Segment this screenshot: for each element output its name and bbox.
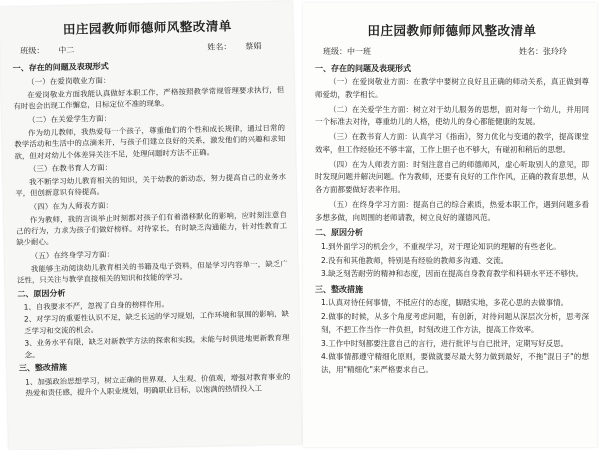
measure-item-2: 2.做事的时候，从多个角度考虑问题，有创新，对待问题从深层次分析，思考深刻，不把工作当作一件负担，时刻改进工作方法，提高工作效率。 bbox=[321, 312, 589, 334]
paragraph-lifelong-learning: （五）在终身学习方面：提高自己的综合素质，热爱本职工作，遇到问题多看多想多做，向周围的老师请教，树立良好的谨德风范。 bbox=[315, 199, 589, 222]
paragraph-lifelong-learning: 我能够主动阅读幼儿教育相关的书籍及电子资料，但是学习内容单一，缺乏广泛性，只关注与教学直接相关的知识和技能的学习。 bbox=[17, 258, 288, 285]
measure-item-1: 1、加强政治思想学习，树立正确的世界观、人生观、价值观，增强对教育事业的热爱和责任感，提升个人职业规划，明确职业目标，以饱满的热情投入工 bbox=[25, 371, 291, 398]
paragraph-role-model: （四）在为人师表方面：时刻注意自己的师德师风，虚心听取别人的意见，即时发现问题并解决问题。作为教师，还要有良好的工作作风，正确的教育思想，从各方面都要做好表率作用。 bbox=[315, 159, 589, 195]
paragraph-dedication: 在爱岗敬业方面我能认真做好本职工作，严格按照教学常规管理要求执行，但有时也会出现工作懈怠，目标定位不准的现象。 bbox=[13, 85, 285, 112]
class-value: 中一班 bbox=[347, 47, 371, 57]
name-value: 张玲玲 bbox=[543, 47, 567, 57]
right-rectification-sheet bbox=[303, 3, 597, 447]
paragraph-role-model: 作为教师，我的言谈举止时刻都对孩子们有着潜移默化的影响，应时刻注意自己的行为，力求为孩子们做好榜样。对待家长，有时缺乏沟通能力，针对性教育工缺少耐心。 bbox=[15, 209, 288, 248]
section-heading-problems: 一、存在的问题及表现形式 bbox=[315, 63, 411, 73]
class-label: 班级： bbox=[323, 47, 347, 57]
cause-item-2: 2、对学习的重要性认识不足，缺乏长远的学习规划，工作环境和氛围的影响，缺乏学习和交流的机会。 bbox=[23, 309, 289, 336]
subheading-role-model: （四）在为人师表方面： bbox=[29, 200, 114, 212]
cause-item-2: 2.没有和其他教师，特别是有经验的教师多沟通、交流。 bbox=[321, 255, 509, 265]
measure-item-3: 3.工作中时刻都要注意自己的言行，进行批评与自已批评，定期写好反思。 bbox=[321, 338, 569, 348]
paragraph-teaching: （三）在教书育人方面：认真学习《指南》，努力优化与变通的教学，提高课堂效率，但工作经验还不够丰富，工作上胆子也不够大，有碰初和稍后的思想。 bbox=[315, 132, 589, 154]
subheading-teaching: （三）在教书育人方面： bbox=[28, 162, 113, 174]
section-heading-measures: 三、整改措施 bbox=[315, 285, 363, 295]
cause-item-3: 3.缺乏刻苦耐劳的精神和态度，因而在提高自身教育教学和科研水平还不够快。 bbox=[321, 269, 584, 279]
class-value: 中二 bbox=[58, 45, 75, 56]
left-rectification-sheet bbox=[0, 1, 302, 450]
section-heading-measures: 三、整改措施 bbox=[18, 363, 68, 374]
subheading-care-students: （二）在关爱学生方面： bbox=[27, 113, 112, 125]
name-value: 蔡娟 bbox=[245, 42, 262, 52]
class-label: 班级： bbox=[20, 46, 45, 57]
sheet-title: 田庄园教师师德师风整改清单 bbox=[367, 23, 537, 38]
measure-item-4: 4.做事情都遵守精细化原则，要做就要尽最大努力做到最好，不拖"混日子"的想法，用"精细化"来严格要求自己。 bbox=[321, 352, 589, 375]
subheading-lifelong-learning: （五）在终身学习方面： bbox=[30, 249, 115, 261]
subheading-dedication: （一）在爱岗敬业方面： bbox=[26, 75, 111, 87]
paragraph-dedication: （一）在爱岗敬业方面：在教学中要树立良好且正确的师动关系，真正做到尊师爱幼，教学相长。 bbox=[315, 77, 589, 99]
sheet-meta bbox=[315, 46, 589, 58]
sheet-meta bbox=[12, 41, 283, 59]
cause-item-1: 1、自我要求不严，忽视了自身的榜样作用。 bbox=[23, 299, 169, 312]
paragraph-care-students: 作为幼儿教师，我热爱每一个孩子，尊重他们的个性和成长规律，通过日常的教学活动和生活中的点滴来开，与孩子们建立良好的关系，激发他们的兴趣和求知欲，但对对幼儿个体差异关注不足，处理问题时方法不正确。 bbox=[14, 122, 286, 161]
paragraph-teaching: 我不断学习幼儿教育相关的知识，关于幼教的新动态，努力提高自己的业务水平，但创新意识有待提高。 bbox=[15, 171, 287, 199]
section-heading-causes: 二、原因分析 bbox=[315, 228, 363, 238]
paragraph-care-students: （二）在关爱学生方面：树立对于幼儿服务的思想，面对每一个幼儿，并用同一个标准去对待，尊重幼儿的人格，使幼儿的身心都能健康的发展。 bbox=[315, 104, 589, 127]
measure-item-1: 1.认真对待任何事情，不抵应付的态度，脚踏实地，多花心思的去做事情。 bbox=[321, 298, 569, 308]
section-heading-problems: 一、存在的问题及表现形式 bbox=[12, 61, 109, 73]
sheet-title: 田庄园教师师德师风整改清单 bbox=[62, 18, 232, 37]
cause-item-3: 3、业务水平有限，缺乏对新教学方法的探索和实践，未能与时俱进地更新教育理念。 bbox=[24, 333, 290, 360]
section-heading-causes: 二、原因分析 bbox=[17, 288, 66, 299]
cause-item-1: 1.到外面学习的机会少，不重视学习，对于理论知识的理解的有些老化。 bbox=[321, 241, 561, 251]
name-label: 姓名： bbox=[519, 47, 543, 57]
name-label: 姓名： bbox=[207, 42, 232, 53]
